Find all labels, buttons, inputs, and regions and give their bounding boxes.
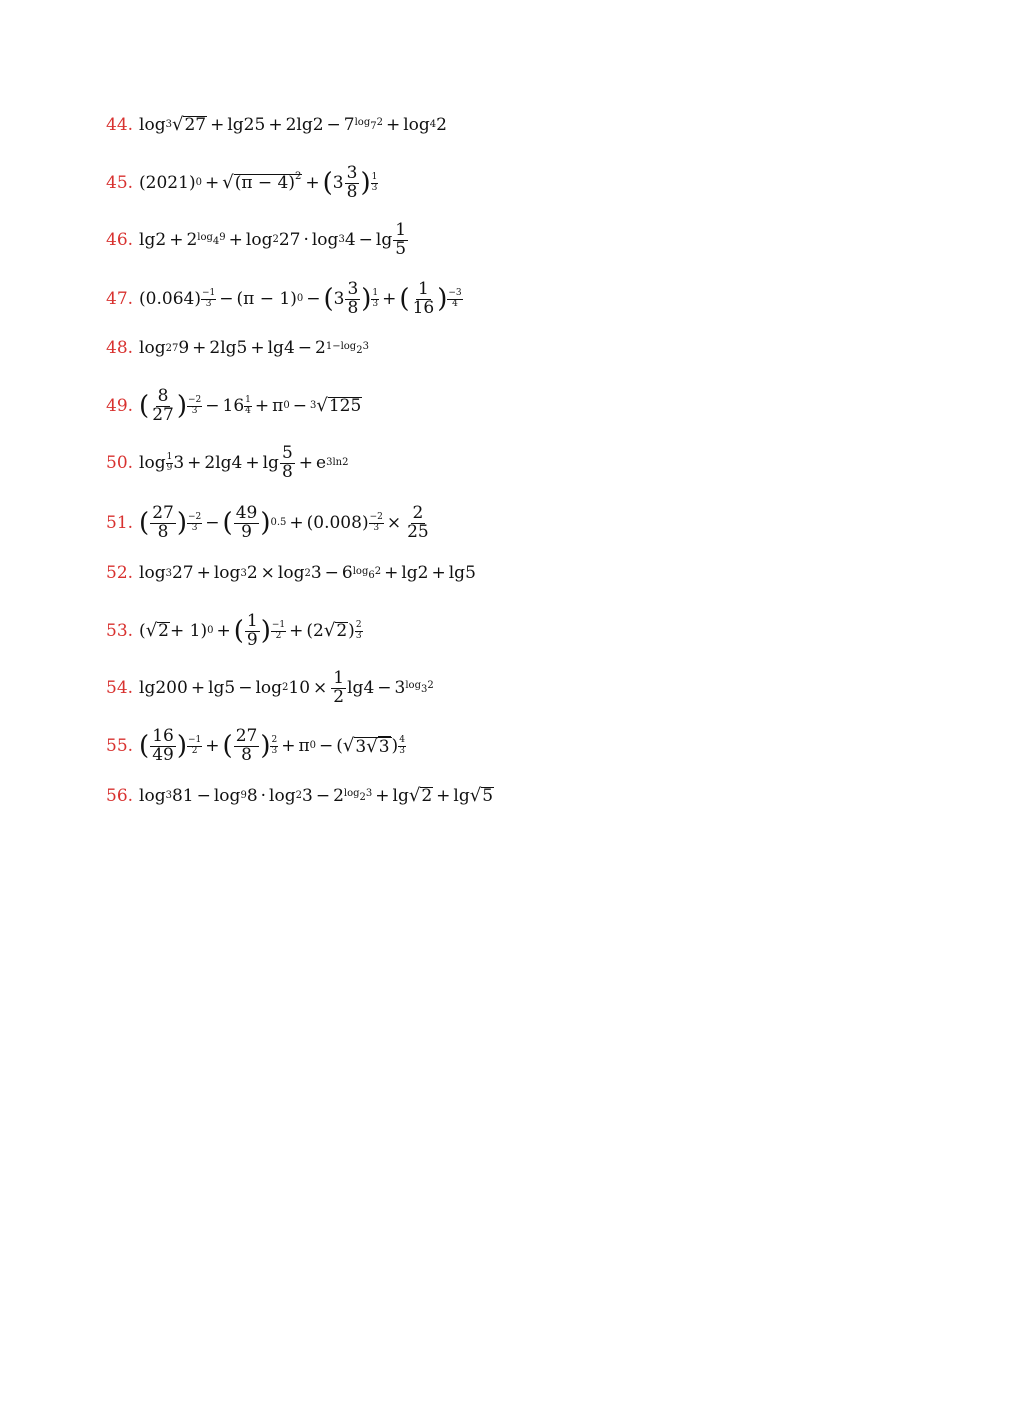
problem-47 [106, 281, 463, 318]
math-expression: log 3 81 − log 9 8 · log 2 3 − 2 $\log_23$ + lg √ 2 + lg √ 5 [139, 785, 494, 806]
problem-46 [106, 222, 409, 259]
problem-56 [106, 787, 494, 805]
problem-52 [106, 565, 476, 582]
problem-number: 47. [106, 288, 134, 309]
problem-51 [106, 505, 432, 542]
math-expression: ( $\frac{8}{27}$ ) −2 3 − 16 $\frac{1}{4}$ + π 0 − 3 √ 125 [139, 386, 362, 425]
problem-number: 44. [106, 114, 134, 135]
problem-number: 56. [106, 785, 134, 806]
math-expression: log 27 9 + 2lg5 + lg4 − 2 $1-\log_23$ [139, 338, 369, 358]
problem-54 [106, 670, 434, 707]
problem-number: 55. [106, 735, 134, 756]
problem-number: 48. [106, 338, 134, 358]
problem-53 [106, 613, 363, 650]
math-expression: lg2 + 2 $\log_49$ + log 2 27 · log 3 4 − lg $\frac{1}{5}$ [139, 220, 407, 259]
problem-number: 51. [106, 512, 134, 533]
math-expression: log 1 9 3 + 2lg4 + lg $\frac{5}{8}$ + e 3ln2 [139, 443, 349, 482]
problem-number: 46. [106, 229, 134, 250]
problem-number: 54. [106, 677, 134, 698]
math-expression: ( $\frac{27}{8}$ ) −2 3 − ( $\frac{49}{9}$ ) 0.5 + (0.008) $\frac{-2}{3}$ × $\frac{2}{25}$ [139, 503, 429, 542]
problem-50 [106, 445, 348, 482]
math-expression: log 3 27 + log 3 2 × log 2 3 − 6 $\log_62$ + lg2 + lg5 [139, 563, 476, 583]
problem-48 [106, 340, 369, 357]
problem-number: 50. [106, 452, 134, 473]
problem-44 [106, 116, 447, 134]
problem-number: 52. [106, 563, 134, 583]
math-expression: ( $\frac{16}{49}$ ) −1 2 + ( $\frac{27}{8}$ ) 2 3 + π 0 − ( √ 3√3 ) 4 3 [139, 726, 405, 765]
math-expression: (2021) 0 + √ $(\pi - 4)^2$ + ( 3 $\frac{3}{8}$ ) 1 3 [139, 163, 378, 202]
math-expression: log 3 √ 27 + lg25 + 2lg2 − 7 $\log_72$ + log 4 2 [139, 114, 447, 135]
math-expression: (0.064) −1 3 − (π − 1) 0 − ( 3 $\frac{3}{8}$ ) 1 3 + ( $\frac{1}{16}$ ) −3 4 [139, 279, 462, 318]
math-expression: lg200 + lg5 − log 2 10 × $\frac{1}{2}$ lg4 − 3 $\log_32$ [139, 668, 434, 707]
problem-number: 53. [106, 620, 134, 641]
problem-49 [106, 388, 362, 425]
problem-number: 45. [106, 172, 134, 193]
problem-number: 49. [106, 395, 134, 416]
problem-55 [106, 728, 406, 765]
math-expression: ( √ 2 + 1) 0 + ( $\frac{1}{9}$ ) −1 2 + (2 √ 2 ) 2 3 [139, 611, 362, 650]
problem-45 [106, 165, 378, 202]
